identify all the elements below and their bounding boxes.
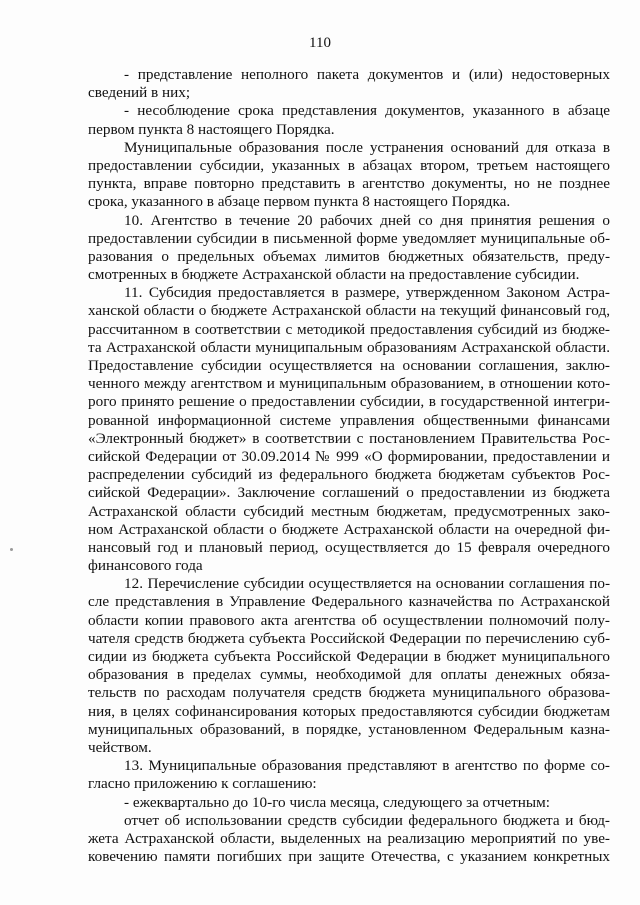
text-line: рого принято решение о предоставлении субсидии, в государственной интегри- bbox=[88, 393, 610, 411]
text-line: чателя средств бюджета субъекта Российской Федерации по перечислению суб- bbox=[88, 629, 610, 647]
text-line: сле представления в Управление Федерального казначейства по Астраханской bbox=[88, 593, 610, 611]
text-line: Муниципальные образования после устранения оснований для отказа в bbox=[124, 138, 610, 156]
text-line: - несоблюдение срока представления документов, указанного в абзаце bbox=[124, 102, 610, 120]
text-line: смотренных в бюджете Астраханской области на предоставление субсидии. bbox=[88, 266, 580, 284]
text-line: 12. Перечисление субсидии осуществляется на основании соглашения по- bbox=[124, 575, 610, 593]
document-body bbox=[88, 66, 610, 866]
text-line: распределении субсидий из федерального бюджета бюджетам субъектов Рос- bbox=[88, 466, 610, 484]
text-line: отчет об использовании средств субсидии федерального бюджета и бюд- bbox=[124, 811, 610, 829]
text-line: сийской Федерации от 30.09.2014 № 999 «О формировании, предоставлении и bbox=[88, 447, 610, 465]
text-line: ния, в целях софинансирования которых предоставляются субсидии бюджетам bbox=[88, 702, 610, 720]
text-line: ковечению памяти погибших при защите Отечества, с указанием конкретных bbox=[88, 848, 610, 866]
text-line: «Электронный бюджет» в соответствии с постановлением Правительства Рос- bbox=[88, 429, 610, 447]
text-line: сидии из бюджета субъекта Российской Федерации в бюджет муниципального bbox=[88, 648, 610, 665]
text-line: жета Астраханской области, выделенных на реализацию мероприятий по уве- bbox=[88, 829, 610, 847]
text-line: тельств по расходам получателя средств бюджета муниципального образова- bbox=[88, 684, 610, 702]
text-line: сийской Федерации». Заключение соглашений о предоставлении из бюджета bbox=[88, 484, 610, 502]
text-line: срока, указанного в абзаце первом пункта 8 настоящего Порядка. bbox=[88, 193, 511, 211]
text-line: образования в пределах суммы, необходимой для оплаты денежных обяза- bbox=[88, 666, 610, 684]
text-line: - ежеквартально до 10-го числа месяца, следующего за отчетным: bbox=[124, 793, 550, 811]
text-line: ном Астраханской области о бюджете Астраханской области на очередной фи- bbox=[88, 520, 610, 538]
text-line: гласно приложению к соглашению: bbox=[88, 775, 317, 793]
text-line: финансового года bbox=[88, 557, 203, 575]
text-line: рассчитанном в соответствии с методикой предоставления субсидий из бюдже- bbox=[88, 320, 610, 338]
text-line: нансовый год и плановый период, осуществляется до 15 февраля очередного bbox=[88, 538, 610, 556]
text-line: Астраханской области субсидий местным бюджетам, предусмотренных зако- bbox=[88, 502, 610, 520]
text-line: - представление неполного пакета документов и (или) недостоверных bbox=[124, 66, 610, 83]
text-line: ченного между агентством и муниципальным образованием, в отношении кото- bbox=[88, 375, 610, 393]
text-line: области копии правового акта агентства об осуществлении полномочий полу- bbox=[88, 611, 610, 629]
text-line: первом пункта 8 настоящего Порядка. bbox=[88, 120, 335, 138]
text-line: та Астраханской области муниципальным образованиям Астраханской области. bbox=[88, 338, 610, 356]
text-line: рованной информационной системе управления общественными финансами bbox=[88, 411, 610, 429]
text-line: Предоставление субсидии осуществляется на основании соглашения, заклю- bbox=[88, 357, 610, 374]
text-line: сведений в них; bbox=[88, 84, 191, 102]
margin-mark bbox=[10, 548, 13, 551]
text-line: чейством. bbox=[88, 738, 152, 756]
text-line: предоставлении субсидии, указанных в абзацах втором, третьем настоящего bbox=[88, 156, 610, 174]
text-line: 10. Агентство в течение 20 рабочих дней со дня принятия решения о bbox=[124, 211, 610, 229]
page-number: 110 bbox=[309, 35, 331, 51]
text-line: муниципальных образований, в порядке, установленном Федеральным казна- bbox=[88, 720, 610, 738]
text-line: 11. Субсидия предоставляется в размере, утвержденном Законом Астра- bbox=[124, 284, 610, 302]
text-line: предоставлении субсидии в письменной форме уведомляет муниципальные об- bbox=[88, 229, 610, 247]
text-line: разования о предельных объемах лимитов бюджетных обязательств, преду- bbox=[88, 247, 610, 265]
text-line: ханской области о бюджете Астраханской области на текущий финансовый год, bbox=[88, 302, 610, 320]
text-line: пункта, вправе повторно представить в агентство документы, но не позднее bbox=[88, 175, 610, 193]
text-line: 13. Муниципальные образования представляют в агентство по форме со- bbox=[124, 757, 610, 775]
